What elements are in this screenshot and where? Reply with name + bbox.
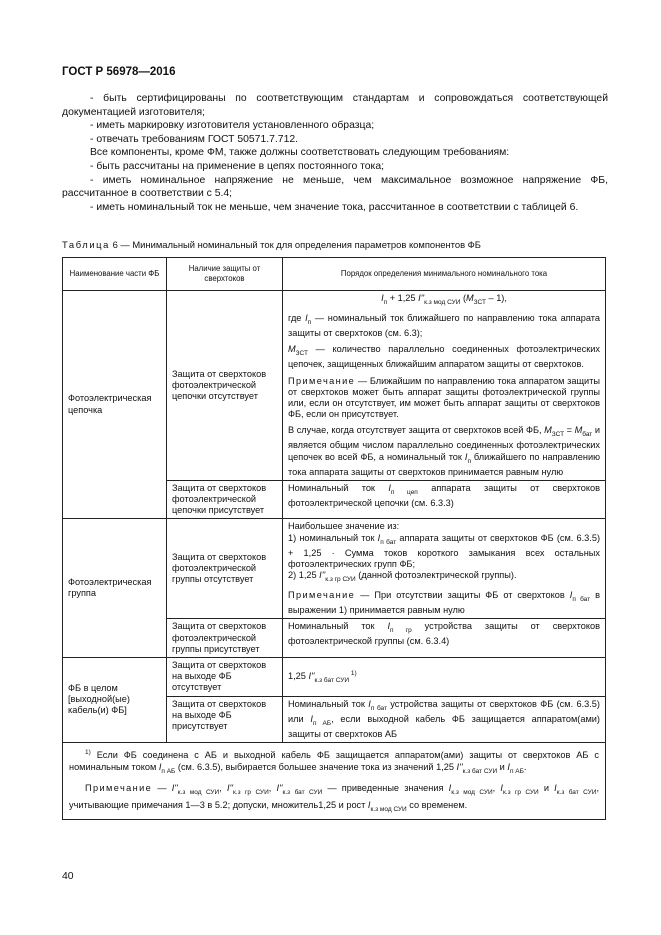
part-name: Фотоэлектрическая цепочка [63, 291, 167, 519]
paragraph: - иметь номинальный ток не меньше, чем значение тока, рассчитанное в соответствии с таблицей 6. [90, 201, 579, 213]
note: Примечание — При отсутствии защиты ФБ от сверхтоков $I_{п бат}$ в выражении 1) принимается равным нулю [288, 590, 601, 616]
definition: где $I_п$ — номинальный ток ближайшего по направлению тока аппарата защиты от сверхтоков (см. 6.3); [288, 313, 601, 339]
page-number: 40 [62, 871, 74, 882]
rule-cell: Номинальный ток $I_{п бат}$ устройства защиты от сверхтоков ФБ (см. 6.3.5) или $I_{п АБ}$, если выходной кабель ФБ защищается аппаратом(ами) защиты от сверхтоков АБ [283, 696, 606, 742]
table-note: Примечание — $I''_{к.з мод СУИ}$, $I''_{к.з гр СУИ}$, $I''_{к.з бат СУИ}$ — приведенные значения $I_{к.з мод СУИ}$, $I_{к.з гр СУИ}$ и $I_{к.з бат СУИ}$, учитывающие примечания 1—3 в 5.2; допуски, множитель1,25 и рост $I_{к.з мод СУИ}$ со временем. [69, 782, 600, 813]
rule-cell: Номинальный ток $I_{п цеп}$ аппарата защиты от сверхтоков фотоэлектрической цепочки (см. 6.3.3) [283, 480, 606, 519]
protection-cell: Защита от сверхтоков фотоэлектрической цепочки отсутствует [167, 291, 283, 481]
formula: $I_п + 1,25$ $I''_{к.з мод СУИ}$ $(M_{ЗСТ} - 1)$, [381, 293, 507, 306]
note: Примечание — Ближайшим по направлению тока аппаратом защиты от сверхтоков может быть аппарат защиты фотоэлектрической группы или, если он отсутствует, им может быть аппарат защиты от сверхтоков ФБ, если он присутствует. [288, 375, 600, 420]
rule-cell [283, 291, 606, 481]
column-header: Наименование части ФБ [63, 258, 167, 291]
table-footnotes [63, 742, 606, 820]
page-header: ГОСТ Р 56978—2016 [62, 66, 176, 78]
protection-cell: Защита от сверхтоков фотоэлектрической группы отсутствует [167, 519, 283, 619]
protection-cell: Защита от сверхтоков на выходе ФБ присутствует [167, 696, 283, 742]
table-caption: Таблица 6 — Минимальный номинальный ток для определения параметров компонентов ФБ [62, 239, 481, 250]
paragraph: - отвечать требованиям ГОСТ 50571.7.712. [90, 133, 299, 145]
protection-cell: Защита от сверхтоков фотоэлектрической группы присутствует [167, 619, 283, 658]
paragraph: - иметь номинальное напряжение не меньше, чем максимальное возможное напряжение ФБ, рассчитанное в соответствии с 5.4; [62, 174, 608, 200]
paragraph: Все компоненты, кроме ФМ, также должны соответствовать следующим требованиям: [90, 147, 510, 159]
protection-cell: Защита от сверхтоков фотоэлектрической цепочки присутствует [167, 480, 283, 519]
paragraph: - быть сертифицированы по соответствующим стандартам и сопровождаться соответствующей документацией изготовителя; [62, 93, 608, 118]
definition: $M_{ЗСТ}$ — количество параллельно соединенных фотоэлектрических цепочек, защищенных ближайшим аппаратом защиты от сверхтоков. [288, 344, 600, 370]
rule-cell: Номинальный ток $I_{п гр}$ устройства защиты от сверхтоков фотоэлектрической группы (см. 6.3.4) [283, 619, 606, 658]
footnote: $^{1)}$ Если ФБ соединена с АБ и выходной кабель ФБ защищается аппаратом(ами) защиты от сверхтоков АБ с номинальным током $I_{п АБ}$ (см. 6.3.5), выбирается большее значение тока из значений 1,25 $I''_{к.з бат СУИ}$ и $I_{п АБ}$. [69, 748, 599, 775]
rule-cell: 1,25 $I''_{к.з бат СУИ}$ $^{1)}$ [283, 657, 606, 696]
remark: В случае, когда отсутствует защита от сверхтоков всей ФБ, $M_{ЗСТ} = M_{бат}$ и является общим числом параллельно соединенных фотоэлектрических цепочек во всей ФБ, а номинальный ток $I_п$ ближайшего по направлению тока аппарата защиты от сверхтоков принимается равным нулю [288, 425, 600, 477]
part-name: Фотоэлектрическая группа [63, 519, 167, 658]
paragraph: - иметь маркировку изготовителя установленного образца; [90, 120, 375, 132]
body-text [62, 92, 608, 214]
paragraph: - быть рассчитаны на применение в цепях постоянного тока; [90, 160, 384, 172]
column-header: Наличие защиты от сверхтоков [167, 258, 283, 291]
column-header: Порядок определения минимального номинального тока [283, 258, 606, 291]
current-table [62, 257, 606, 820]
part-name: ФБ в целом [выходной(ые) кабель(и) ФБ] [63, 657, 167, 742]
rule-cell: Наибольшее значение из: 1) номинальный ток $I_{п бат}$ аппарата защиты от сверхтоков ФБ (см. 6.3.5) + 1,25 · Сумма токов короткого замыкания всех остальных фотоэлектрических групп ФБ; 2) 1,25 $I''_{к.з гр СУИ}$ (данной фотоэлектрической группы). Примечание — При отсутствии защиты ФБ от сверхтоков $I_{п бат}$ в выражении 1) принимается равным нулю [283, 519, 606, 619]
protection-cell: Защита от сверхтоков на выходе ФБ отсутствует [167, 657, 283, 696]
